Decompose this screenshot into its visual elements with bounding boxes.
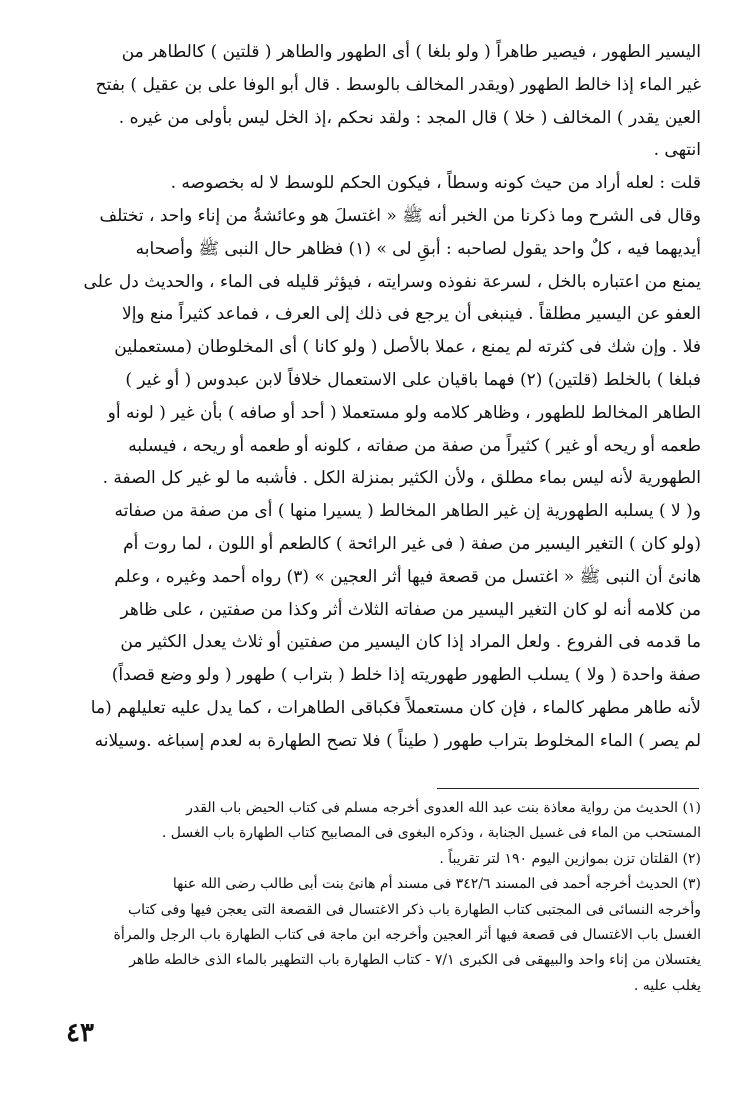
main-text-line: الطاهر المخالط للطهور ، وظاهر كلامه ولو مستعملا ( أحد أو صافه ) بأن غير ( لونه أو (107, 402, 701, 423)
footnote-line: الغسل باب الاغتسال فى قصعة فيها أثر العجين وأخرجه ابن ماجة فى كتاب الطهارة باب الرجل والمرأة (113, 926, 701, 943)
footnote-line: (١) الحديث من رواية معاذة بنت عبد الله العدوى أخرجه مسلم فى كتاب الحيض باب القدر (186, 800, 701, 816)
main-text-line: من كلامه أنه لو كان التغير اليسير من صفاته الثلاث أثر وكذا من صفتين ، على ظاهر (120, 599, 701, 620)
main-text-line: و( لا ) يسلبه الطهورية إن غير الطاهر المخالط ( يسيرا منها ) أى من صفة من صفاته (114, 501, 701, 522)
footnote-divider (437, 788, 699, 789)
page-number: ٤٣ (66, 1018, 94, 1048)
main-text-line: (ولو كان ) التغير اليسير من صفة ( فى غير الرائحة ) كالطعم أو اللون ، لما روت أم (123, 533, 701, 554)
main-text-line: لم يصر ) الماء المخلوط بتراب طهور ( طيناً ) فلا تصح الطهارة به لعدم إسباغه .وسيلانه (94, 730, 701, 751)
main-text-line: وقال فى الشرح وما ذكرنا من الخبر أنه ﷺ « اغتسلَ هو وعائشةُ من إناء واحد ، تختلف (99, 205, 701, 226)
main-text-line: يمنع من اعتباره بالخل ، لسرعة نفوذه وسرايته ، فيؤثر قليله فى الماء ، والحديث دل على (83, 271, 701, 292)
main-text-body (58, 36, 701, 758)
footnote-line: (٢) القلتان تزن بموازين اليوم ١٩٠ لتر تقريباً . (439, 850, 701, 867)
footnote-line: المستحب من الماء فى غسيل الجنابة ، وذكره البغوى فى المصابيح كتاب الطهارة باب الغسل . (161, 825, 701, 842)
main-text-line: هانئ أن النبى ﷺ « اغتسل من قصعة فيها أثر العجين » (٣) رواه أحمد وغيره ، وعلم (114, 566, 701, 587)
main-text-line: العفو عن اليسير مطلقاً . فينبغى أن يرجع فى ذلك إلى العرف ، فماعد كثيراً منع وإلا (122, 304, 701, 325)
main-text-line: اليسير الطهور ، فيصير طاهراً ( ولو بلغا ) أى الطهور والطاهر ( قلتين ) كالطاهر من (121, 42, 701, 62)
main-text-line: قلت : لعله أراد من حيث كونه وسطاً ، فيكون الحكم للوسط لا له بخصوصه . (170, 173, 701, 194)
main-text-line: انتهى . (653, 140, 701, 161)
main-text-line: طعمه أو ريحه أو غير ) كثيراً من صفة من صفاته ، كلونه أو طعمه أو ريحه ، فيسلبه (128, 435, 701, 456)
main-text-line: فبلغا ) بالخلط (قلتين) (٢) فهما باقيان على الاستعمال خلافاً لابن عبدوس ( أو غير ) (125, 369, 701, 390)
main-text-line: العين يقدر ) المخالف ( خلا ) قال المجد : ولقد نحكم ،إذ الخل ليس بأولى من غيره . (118, 107, 701, 128)
footnote-2 (78, 847, 701, 872)
main-text-line: فلا . وإن شك فى كثرته لم يمنع ، عملا بالأصل ( ولو كانا ) أى المخلوطان (مستعملين (114, 337, 701, 358)
footnote-line: يغتسلان من إناء واحد والبيهقى فى الكبرى ٧/١ - كتاب الطهارة باب التطهير بالماء الذى خالطه طاهر (129, 952, 701, 969)
main-text-line: ما قدمه فى الفروع . ولعل المراد إذا كان اليسير من صفتين أو ثلاث يعدل الكثير من (120, 632, 701, 653)
main-text-line: لأنه طاهر مطهر كالماء ، فإن كان مستعملاً فكباقى الطاهرات ، كما يدل عليه تعليلهم (ما (90, 697, 701, 718)
main-text-line: غير الماء إذا خالط الطهور (ويقدر المخالف بالوسط . قال أبو الوفا على بن عقيل ) بفتح (95, 74, 701, 95)
main-text-line: أيديهما فيه ، كلٌ واحد يقول لصاحبه : أبقِ لى » (١) فظاهر حال النبى ﷺ وأصحابه (135, 238, 701, 259)
footnotes-section (78, 796, 701, 999)
footnote-line: (٣) الحديث أخرجه أحمد فى المسند ٣٤٢/٦ فى مسند أم هانئ بنت أبى طالب رضى الله عنها (172, 876, 701, 893)
main-text-line: الطهورية لأنه ليس بماء مطلق ، ولأن الكثير بمنزلة الكل . فأشبه ما لو غير كل الصفة . (102, 468, 701, 489)
main-text-line: صفة واحدة ( ولا ) يسلب الطهور طهوريته إذا خلط ( بتراب ) طهور ( ولو وضع قصداً) (111, 665, 701, 686)
footnote-3 (78, 872, 701, 999)
footnote-1 (78, 796, 701, 847)
footnote-line: وأخرجه النسائى فى المجتبى كتاب الطهارة باب ذكر الاغتسال فى القصعة التى يعجن فيها وفى كتاب (128, 901, 701, 918)
footnote-line: يغلب عليه . (633, 977, 701, 994)
